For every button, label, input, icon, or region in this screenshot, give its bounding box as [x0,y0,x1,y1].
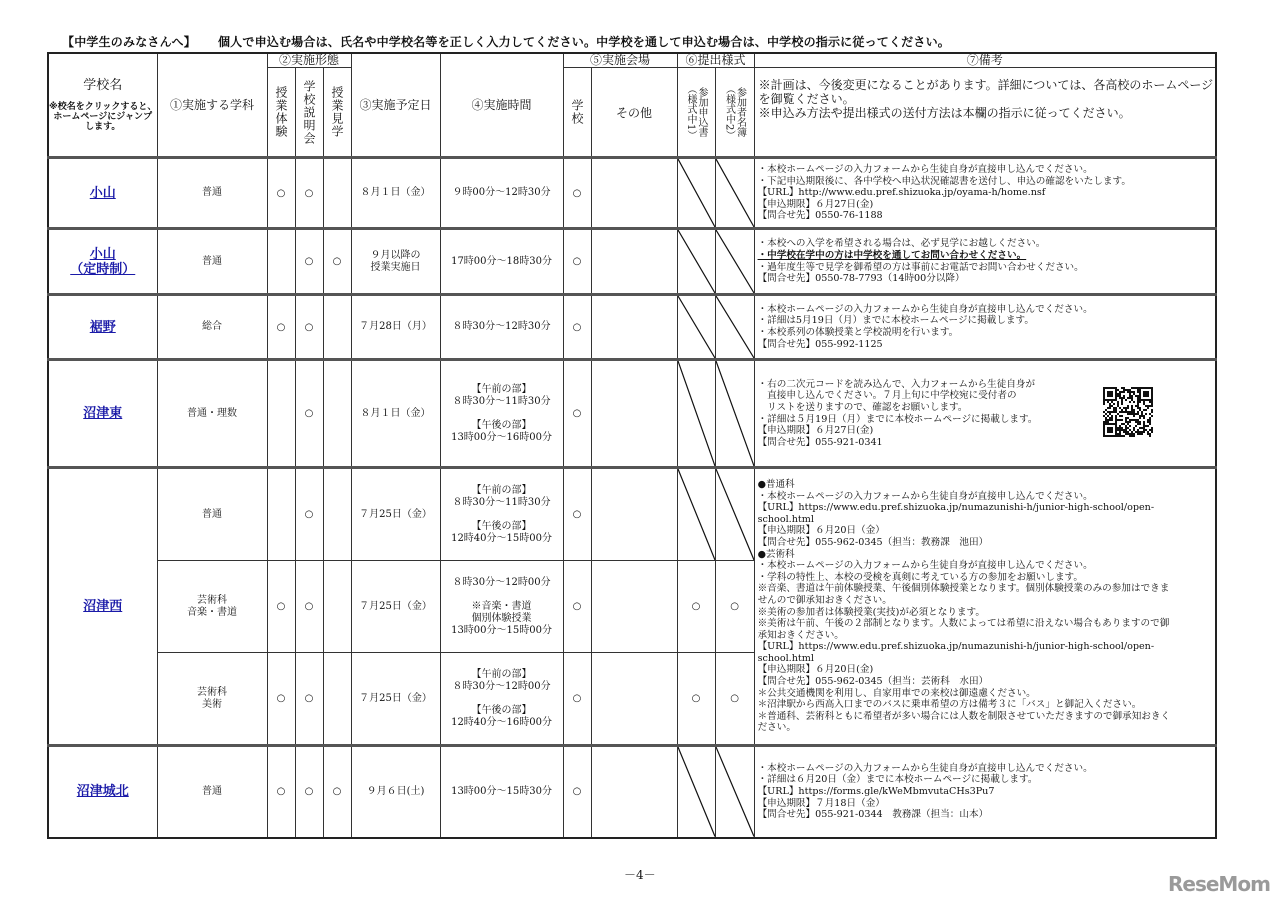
header-remarks-notes [754,68,1216,158]
date-cell: ７月25日（金） [351,561,440,653]
format-setsumei-cell: ○ [295,653,323,746]
diagonal-slash-icon [678,469,715,560]
remarks-line: ・詳細は５月19日（月）までに本校ホームページに掲載します。 [757,413,1038,425]
remarks-line: ※美術は午前、午後の２部制となります。人数によっては希望に沿えない場合もありますので御 [757,618,1170,630]
date-cell: ８月１日（金） [351,360,440,468]
format-taiken-cell [267,468,295,561]
remarks-line: 【申込期限】６月27日(金) [757,425,874,437]
remarks-line: リストを送りますので、確認をお願いします。 [757,401,968,413]
format-taiken-cell: ○ [267,561,295,653]
venue-school-cell: ○ [563,746,591,838]
table-row [48,360,1216,468]
remarks-cell [754,360,1216,468]
venue-other-cell [591,295,677,360]
form2-cell [715,229,754,295]
form2-cell: ○ [715,561,754,653]
time-cell: ８時30分～12時00分 ※音楽・書道 個別体験授業 13時00分～15時00分 [440,561,563,653]
remarks-line: school.html [757,652,814,664]
venue-other-cell [591,229,677,295]
format-setsumei-cell: ○ [295,746,323,838]
remarks-line: ※美術の参加者は体験授業(実技)が必須となります。 [757,606,985,618]
remarks-line: ださい。 [757,722,796,734]
venue-school-cell: ○ [563,561,591,653]
date-cell: ８月１日（金） [351,158,440,229]
form1-cell [677,295,715,360]
venue-other-cell [591,746,677,838]
diagonal-slash-icon [678,361,715,466]
header-format-kengaku-label: 授業見学 [330,86,345,138]
header-format-setsumei [295,68,323,158]
time-cell: 【午前の部】 ８時30分～11時30分 【午後の部】 13時00分～16時00分 [440,360,563,468]
header-form2-label: 参加者名簿 （様式中2） [723,83,746,141]
remarks-line: 【問合せ先】055-992-1125 [757,338,883,350]
venue-other-cell [591,360,677,468]
diagonal-slash-icon [716,159,754,227]
table-row [48,229,1216,295]
remarks-line: ・本校ホームページの入力フォームから生徒自身が直接申し込んでください。 [757,490,1093,502]
header-format-kengaku [323,68,351,158]
remarks-line: ●芸術科 [757,548,795,560]
form1-cell [677,360,715,468]
format-setsumei-cell: ○ [295,158,323,229]
form2-cell [715,360,754,468]
dept-cell: 総合 [157,295,267,360]
remarks-line: 【申込期限】７月18日（金） [757,797,885,809]
table-row [48,468,1216,561]
form2-cell [715,746,754,838]
form1-cell [677,158,715,229]
remarks-line: ＊普通科、芸術科ともに希望者が多い場合には人数を制限させていただきますので御承知おきく [757,710,1171,722]
remarks-line: 【問合せ先】0550-76-1188 [757,210,883,222]
remarks-line: 【申込期限】６月27日(金) [757,198,874,210]
remarks-line: ＊公共交通機関を利用し、自家用車での来校は御遠慮ください。 [757,687,1036,699]
header-format-taiken-label: 授業体験 [274,86,288,138]
header-venue-school [563,68,591,158]
time-cell: ８時30分～12時30分 [440,295,563,360]
remarks-line: せんので御承知おきください。 [757,594,892,606]
diagonal-slash-icon [716,469,754,560]
school-link[interactable]: 沼津城北 [76,784,129,800]
venue-other-cell [591,468,677,561]
notice-banner [62,33,950,50]
remarks-line: ・本校系列の体験授業と学校説明を行います。 [757,327,959,338]
table-row [48,295,1216,360]
qr-code-icon[interactable] [1103,387,1153,437]
dept-cell: 普通 [157,746,267,838]
remarks-line: ＊沼津駅から西高入口までのバスに乗車希望の方は備考３に「バス」と御記入ください。 [757,699,1142,711]
school-name-cell [48,360,157,468]
header-remarks: ⑦備考 [754,53,1216,68]
header-form1 [677,68,715,158]
school-name-cell [48,468,157,746]
diagonal-slash-icon [716,747,754,837]
format-kengaku-cell: ○ [323,746,351,838]
format-setsumei-cell: ○ [295,468,323,561]
school-name-cell [48,229,157,295]
remarks-line: ・本校ホームページの入力フォームから生徒自身が直接申し込んでください。 [757,560,1093,572]
form2-cell: ○ [715,653,754,746]
header-form2 [715,68,754,158]
format-setsumei-cell: ○ [295,561,323,653]
school-name-cell [48,295,157,360]
header-format-setsumei-label: 学校説明会 [302,79,316,145]
remarks-line: 【URL】https://forms.gle/kWeMbmvutaCHs3Pu7 [757,785,995,797]
remarks-line: 【問合せ先】055-921-0341 [757,436,883,448]
diagonal-slash-icon [678,230,715,293]
diagonal-slash-icon [716,361,754,466]
format-setsumei-cell: ○ [295,229,323,295]
venue-school-cell: ○ [563,158,591,229]
school-name-cell [48,158,157,229]
diagonal-slash-icon [678,159,715,227]
notice-text: 個人で申込む場合は、氏名や中学校名等を正しく入力してください。中学校を通して申込む場合は、中学校の指示に従ってください。 [217,35,950,49]
date-cell: ７月25日（金） [351,468,440,561]
time-cell: 【午前の部】 ８時30分～11時30分 【午後の部】 12時40分～15時00分 [440,468,563,561]
format-taiken-cell: ○ [267,295,295,360]
school-name-cell [48,746,157,838]
remarks-note-2: ※申込み方法や提出様式の送付方法は本欄の指示に従ってください。 [758,106,1131,120]
diagonal-slash-icon [716,296,754,358]
dept-cell: 普通・理数 [157,360,267,468]
format-kengaku-cell: ○ [323,229,351,295]
remarks-line: 承知おきください。 [757,629,844,641]
diagonal-slash-icon [678,296,715,358]
remarks-line: 【問合せ先】055-921-0344 教務課（担当：山本） [757,809,989,821]
remarks-line: 【問合せ先】055-962-0345（担当：芸術科 水田） [757,676,989,688]
venue-school-cell: ○ [563,229,591,295]
school-link[interactable]: 沼津西 [83,599,123,614]
form2-cell [715,468,754,561]
date-cell: ９月以降の 授業実施日 [351,229,440,295]
format-setsumei-cell: ○ [295,360,323,468]
remarks-line: 【URL】http://www.edu.pref.shizuoka.jp/oyama-h/home.nsf [757,187,1046,199]
remarks-line: ・本校ホームページの入力フォームから生徒自身が直接申し込んでください。 [757,303,1093,315]
format-kengaku-cell [323,653,351,746]
watermark-logo: ReseMom [1168,872,1270,896]
venue-school-cell: ○ [563,653,591,746]
venue-school-cell: ○ [563,360,591,468]
form1-cell [677,746,715,838]
form1-cell: ○ [677,561,715,653]
venue-other-cell [591,158,677,229]
form1-cell [677,468,715,561]
school-link[interactable]: 裾野 [89,319,116,335]
time-cell: ９時00分～12時30分 [440,158,563,229]
venue-school-cell: ○ [563,295,591,360]
venue-other-cell [591,561,677,653]
table-row [48,746,1216,838]
time-cell: 13時00分～15時30分 [440,746,563,838]
remarks-line: ・本校ホームページの入力フォームから生徒自身が直接申し込んでください。 [757,164,1093,176]
remarks-line: 【申込期限】６月20日(金) [757,664,874,676]
remarks-line: 直接申し込んでください。７月上旬に中学校宛に受付者の [757,390,1017,402]
page-number: －4－ [624,868,656,882]
venue-other-cell [591,653,677,746]
header-date: ③実施予定日 [351,53,440,158]
format-setsumei-cell: ○ [295,295,323,360]
format-kengaku-cell [323,295,351,360]
header-venue-other: その他 [591,68,677,158]
remarks-cell [754,295,1216,360]
remarks-cell [754,158,1216,229]
format-taiken-cell [267,229,295,295]
open-school-table [47,52,1217,839]
header-format-group: ②実施形態 [267,53,351,68]
remarks-line: 【問合せ先】0550-78-7793（14時00分以降） [757,273,965,285]
notice-lead: 【中学生のみなさんへ】 [62,35,196,49]
school-link[interactable]: 小山 （定時制） [70,246,136,277]
remarks-line: ・詳細は６月20日（金）までに本校ホームページに掲載します。 [757,774,1038,786]
format-kengaku-cell [323,561,351,653]
format-taiken-cell: ○ [267,653,295,746]
format-taiken-cell: ○ [267,158,295,229]
header-venue-school-label: 学校 [570,99,585,125]
remarks-line: ●普通科 [757,478,795,490]
remarks-note-1: ※計画は、今後変更になることがあります。詳細については、各高校のホームページを御覧ください。 [758,78,1214,106]
format-taiken-cell: ○ [267,746,295,838]
table-row [48,158,1216,229]
header-school [48,53,157,158]
venue-school-cell: ○ [563,468,591,561]
remarks-line: ・詳細は5月19日（月）までに本校ホームページに掲載します。 [757,315,1034,327]
form1-cell [677,229,715,295]
form2-cell [715,158,754,229]
remarks-line: ・右の二次元コードを読み込んで、入力フォームから生徒自身が [757,378,1036,390]
remarks-line: ・下記申込期限後に、各中学校へ申込状況確認書を送付し、申込の確認をいたします。 [757,175,1131,187]
header-forms-group: ⑥提出様式 [677,53,754,68]
remarks-line: ・過年度生等で見学を御希望の方は事前にお電話でお問い合わせください。 [757,261,1084,273]
time-cell: 【午前の部】 ８時30分～12時00分 【午後の部】 12時40分～16時00分 [440,653,563,746]
dept-cell: 普通 [157,229,267,295]
table-body [48,158,1216,838]
format-taiken-cell [267,360,295,468]
remarks-line: ・本校への入学を希望される場合は、必ず見学にお越しください。 [757,238,1046,250]
dept-cell: 芸術科 音楽・書道 [157,561,267,653]
school-link[interactable]: 小山 [89,185,116,201]
dept-cell: 普通 [157,158,267,229]
remarks-line: ・中学校在学中の方は中学校を通してお問い合わせください。 [757,249,1027,261]
remarks-cell [754,746,1216,838]
header-form1-label: 参加申込書 （様式中1） [685,83,708,141]
dept-cell: 芸術科 美術 [157,653,267,746]
remarks-line: ※音楽、書道は午前体験授業、午後個別体験授業となります。個別体験授業のみの参加はできま [757,583,1170,595]
header-dept: ①実施する学科 [157,53,267,158]
remarks-line: 【URL】https://www.edu.pref.shizuoka.jp/numazunishi-h/junior-high-school/open- [757,641,1155,653]
dept-cell: 普通 [157,468,267,561]
header-time: ④実施時間 [440,53,563,158]
remarks-line: school.html [757,513,814,525]
date-cell: ９月６日(土) [351,746,440,838]
remarks-cell [754,229,1216,295]
format-kengaku-cell [323,158,351,229]
header-school-label: 学校名 [83,77,123,93]
format-kengaku-cell [323,360,351,468]
remarks-line: 【URL】https://www.edu.pref.shizuoka.jp/numazunishi-h/junior-high-school/open- [757,502,1155,514]
header-format-taiken [267,68,295,158]
diagonal-slash-icon [678,747,715,837]
header-school-note: ※校名をクリックすると、ホームページにジャンプします。 [49,101,157,132]
header-venue-group: ⑤実施会場 [563,53,677,68]
form2-cell [715,295,754,360]
date-cell: ７月25日（金） [351,653,440,746]
remarks-cell [754,468,1216,746]
remarks-line: 【問合せ先】055-962-0345（担当：教務課 池田） [757,536,989,548]
diagonal-slash-icon [716,230,754,293]
school-link[interactable]: 沼津東 [83,406,123,421]
remarks-line: ・本校ホームページの入力フォームから生徒自身が直接申し込んでください。 [757,762,1093,774]
form1-cell: ○ [677,653,715,746]
format-kengaku-cell [323,468,351,561]
remarks-line: 【申込期限】６月20日（金） [757,525,885,537]
remarks-line: ・学科の特性上、本校の受検を真剣に考えている方の参加をお願いします。 [757,571,1083,583]
time-cell: 17時00分～18時30分 [440,229,563,295]
date-cell: ７月28日（月） [351,295,440,360]
